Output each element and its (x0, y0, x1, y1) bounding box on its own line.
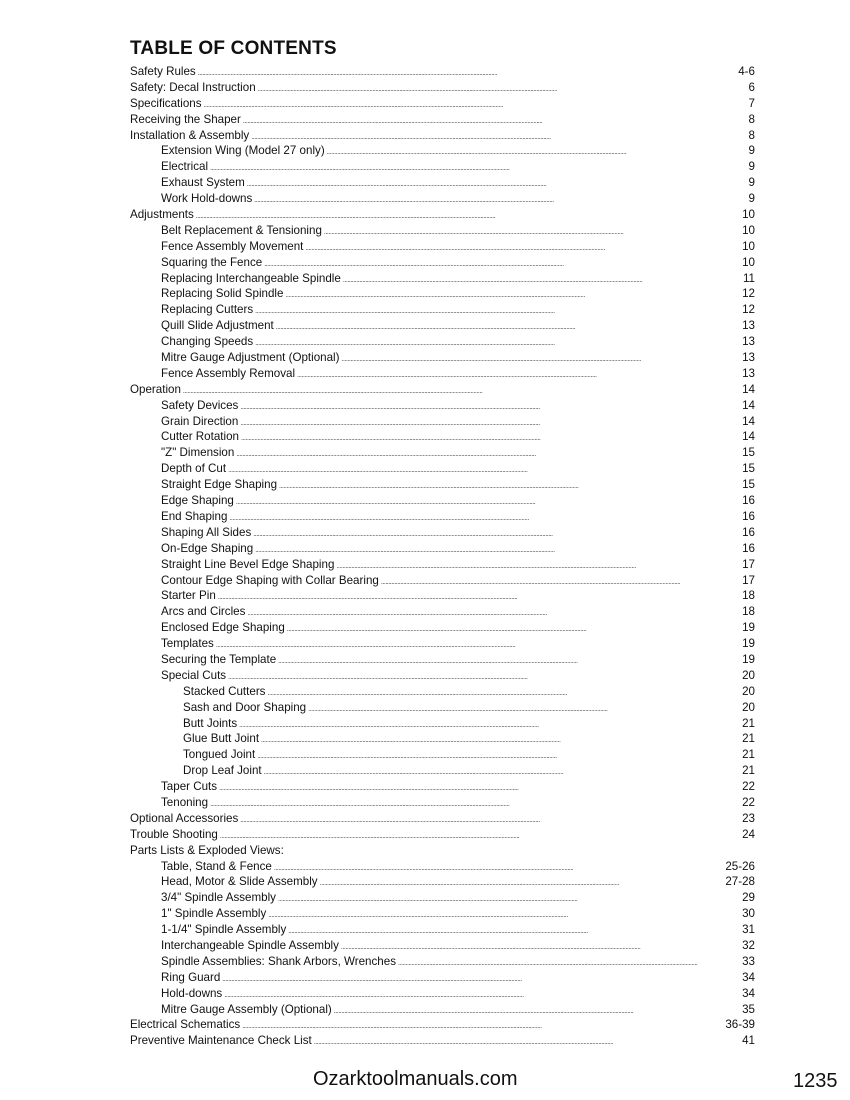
toc-entry-label: Operation (130, 382, 181, 396)
toc-entry (130, 668, 755, 684)
toc-entry (130, 191, 755, 207)
toc-entry-label: 1" Spindle Assembly (161, 907, 267, 921)
toc-entry-label: Ring Guard (161, 970, 221, 984)
toc-entry (130, 652, 755, 668)
toc-entry (130, 763, 755, 779)
toc-entry-label: Shaping All Sides (161, 525, 252, 539)
toc-entry-label: Fence Assembly Removal (161, 366, 296, 380)
toc-entry-label: Hold-downs (161, 986, 223, 1000)
toc-entry-label: Safety Rules (130, 65, 196, 78)
toc-entry (130, 843, 755, 859)
toc-entry (130, 573, 755, 589)
footer-page-number: 1235 (793, 1070, 838, 1092)
toc-entry (130, 112, 755, 128)
toc-entry (130, 700, 755, 716)
toc-entry-page: 13 (742, 319, 755, 333)
toc-entry-page: 8 (748, 128, 755, 142)
toc-entry (130, 636, 755, 652)
toc-entry (130, 143, 755, 159)
toc-entry (130, 334, 755, 350)
toc-entry (130, 557, 755, 573)
toc-entry (130, 64, 755, 80)
toc-entry (130, 350, 755, 366)
toc-entry-page: 14 (742, 430, 755, 444)
toc-entry-label: Safety: Decal Instruction (130, 80, 256, 94)
toc-entry-page: 34 (742, 970, 755, 984)
toc-entry-label: Trouble Shooting (130, 827, 218, 841)
toc-entry (130, 366, 755, 382)
toc-entry-label: Depth of Cut (161, 462, 227, 476)
toc-entry-label: Changing Speeds (161, 335, 254, 349)
toc-entry-label: Safety Devices (161, 398, 239, 412)
toc-entry-label: Stacked Cutters (183, 684, 266, 698)
toc-entry-page: 10 (742, 255, 755, 269)
toc-entry-label: On-Edge Shaping (161, 541, 254, 555)
toc-entry-page: 16 (742, 509, 755, 523)
toc-entry-page: 29 (742, 891, 755, 905)
toc-entry-label: Templates (161, 637, 214, 651)
toc-entry-page: 30 (742, 907, 755, 921)
toc-entry-label: Fence Assembly Movement (161, 239, 304, 253)
toc-entry-page: 9 (748, 144, 755, 158)
toc-entry-page: 27-28 (725, 875, 755, 889)
toc-entry-label: Butt Joints (183, 716, 238, 730)
toc-entry-page: 13 (742, 351, 755, 365)
toc-entry (130, 509, 755, 525)
toc-entry (130, 223, 755, 239)
toc-entry-page: 20 (742, 684, 755, 698)
toc-entry (130, 731, 755, 747)
toc-entry (130, 747, 755, 763)
table-of-contents (130, 64, 755, 1049)
toc-entry-page: 32 (742, 938, 755, 952)
toc-entry (130, 382, 755, 398)
toc-entry (130, 859, 755, 875)
toc-entry-label: Belt Replacement & Tensioning (161, 223, 322, 237)
toc-entry-page: 11 (742, 271, 755, 285)
toc-entry (130, 477, 755, 493)
toc-entry-page: 23 (742, 811, 755, 825)
toc-entry-page: 36-39 (725, 1018, 755, 1032)
toc-entry-page: 8 (748, 112, 755, 126)
toc-entry (130, 684, 755, 700)
toc-entry-label: 1-1/4" Spindle Assembly (161, 923, 287, 937)
toc-entry-label: Work Hold-downs (161, 192, 253, 206)
toc-entry (130, 1017, 755, 1033)
toc-entry-page: 10 (742, 239, 755, 253)
toc-entry-page: 22 (742, 780, 755, 794)
toc-entry-label: Optional Accessories (130, 811, 239, 825)
toc-entry (130, 96, 755, 112)
toc-entry-page: 33 (742, 954, 755, 968)
toc-entry (130, 239, 755, 255)
toc-entry (130, 207, 755, 223)
toc-entry-page: 19 (742, 652, 755, 666)
toc-entry (130, 716, 755, 732)
toc-entry-label: Sash and Door Shaping (183, 700, 307, 714)
toc-entry-label: Quill Slide Adjustment (161, 319, 274, 333)
toc-entry-label: Starter Pin (161, 589, 216, 603)
toc-entry-page: 16 (742, 525, 755, 539)
toc-entry-page: 6 (748, 80, 755, 94)
toc-entry (130, 398, 755, 414)
toc-entry (130, 302, 755, 318)
toc-entry (130, 986, 755, 1002)
toc-entry-label: Replacing Interchangeable Spindle (161, 271, 341, 285)
toc-entry-page: 35 (742, 1002, 755, 1016)
toc-entry-page: 21 (742, 732, 755, 746)
toc-entry (130, 795, 755, 811)
toc-entry-page: 13 (742, 366, 755, 380)
dot-leader (220, 827, 740, 845)
toc-entry (130, 175, 755, 191)
toc-entry-label: Grain Direction (161, 414, 239, 428)
toc-entry (130, 445, 755, 461)
toc-entry-page: 9 (748, 176, 755, 190)
toc-entry-label: Exhaust System (161, 176, 245, 190)
toc-entry (130, 429, 755, 445)
toc-entry (130, 286, 755, 302)
toc-entry-label: Tenoning (161, 795, 209, 809)
toc-entry-page: 10 (742, 208, 755, 222)
toc-entry-label: Edge Shaping (161, 494, 234, 508)
toc-entry-page: 15 (742, 462, 755, 476)
toc-entry (130, 620, 755, 636)
toc-entry-page: 17 (742, 573, 755, 587)
toc-entry-label: Squaring the Fence (161, 255, 263, 269)
toc-entry-page: 22 (742, 795, 755, 809)
toc-entry-label: Glue Butt Joint (183, 732, 260, 746)
toc-entry-label: Securing the Template (161, 652, 277, 666)
toc-entry-label: Special Cuts (161, 668, 227, 682)
toc-entry (130, 827, 755, 843)
toc-entry (130, 271, 755, 287)
toc-entry-page: 14 (742, 382, 755, 396)
toc-entry-page: 9 (748, 160, 755, 174)
toc-entry (130, 938, 755, 954)
toc-entry-page: 34 (742, 986, 755, 1000)
toc-entry (130, 414, 755, 430)
toc-entry-label: Installation & Assembly (130, 128, 250, 142)
toc-entry-label: End Shaping (161, 509, 228, 523)
dot-leader (314, 1033, 740, 1051)
toc-entry (130, 493, 755, 509)
footer-site-name: Ozarktoolmanuals.com (313, 1068, 518, 1090)
toc-entry-page: 31 (742, 923, 755, 937)
toc-entry-label: Interchangeable Spindle Assembly (161, 938, 339, 952)
toc-entry-page: 19 (742, 637, 755, 651)
toc-entry-page: 21 (742, 764, 755, 778)
toc-entry-page: 19 (742, 621, 755, 635)
toc-entry-page: 21 (742, 748, 755, 762)
toc-entry-label: Contour Edge Shaping with Collar Bearing (161, 573, 379, 587)
toc-entry-page: 14 (742, 398, 755, 412)
toc-entry (130, 80, 755, 96)
toc-entry (130, 1033, 755, 1049)
toc-entry-label: Preventive Maintenance Check List (130, 1034, 312, 1048)
toc-entry-page: 12 (742, 303, 755, 317)
toc-entry-label: Arcs and Circles (161, 605, 246, 619)
toc-entry-label: Mitre Gauge Adjustment (Optional) (161, 351, 340, 365)
toc-entry-page: 4-6 (738, 65, 755, 78)
toc-entry-page: 25-26 (725, 859, 755, 873)
toc-entry (130, 128, 755, 144)
toc-entry-page: 17 (742, 557, 755, 571)
toc-entry-label: Straight Line Bevel Edge Shaping (161, 557, 335, 571)
toc-entry-page: 24 (742, 827, 755, 841)
toc-entry-label: Specifications (130, 96, 202, 110)
toc-entry (130, 604, 755, 620)
toc-entry-page: 20 (742, 668, 755, 682)
toc-entry-label: Enclosed Edge Shaping (161, 621, 285, 635)
toc-entry-page: 18 (742, 589, 755, 603)
toc-entry-page: 20 (742, 700, 755, 714)
toc-entry-page: 18 (742, 605, 755, 619)
toc-entry-label: Spindle Assemblies: Shank Arbors, Wrenches (161, 954, 396, 968)
toc-entry-label: Electrical (161, 160, 209, 174)
toc-entry (130, 890, 755, 906)
toc-entry-label: Head, Motor & Slide Assembly (161, 875, 318, 889)
toc-entry (130, 906, 755, 922)
toc-entry-page: 21 (742, 716, 755, 730)
toc-entry-page: 15 (742, 446, 755, 460)
toc-entry-page: 16 (742, 494, 755, 508)
toc-entry (130, 811, 755, 827)
toc-entry (130, 922, 755, 938)
toc-entry-label: Extension Wing (Model 27 only) (161, 144, 325, 158)
toc-entry-page: 13 (742, 335, 755, 349)
toc-entry (130, 159, 755, 175)
toc-entry-page: 14 (742, 414, 755, 428)
toc-entry-label: Adjustments (130, 208, 194, 222)
toc-entry (130, 541, 755, 557)
toc-entry-label: Drop Leaf Joint (183, 764, 262, 778)
toc-entry-label: Electrical Schematics (130, 1018, 241, 1032)
toc-entry-label: 3/4" Spindle Assembly (161, 891, 276, 905)
toc-entry (130, 954, 755, 970)
toc-entry-label: Cutter Rotation (161, 430, 239, 444)
toc-entry (130, 588, 755, 604)
toc-entry-label: Taper Cuts (161, 780, 218, 794)
toc-entry-label: Receiving the Shaper (130, 112, 241, 126)
toc-entry (130, 874, 755, 890)
toc-entry (130, 1002, 755, 1018)
toc-entry (130, 970, 755, 986)
toc-entry (130, 779, 755, 795)
page-title: TABLE OF CONTENTS (130, 38, 337, 59)
toc-entry-label: Tongued Joint (183, 748, 256, 762)
toc-entry-page: 15 (742, 478, 755, 492)
toc-entry-label: Replacing Cutters (161, 303, 254, 317)
toc-entry-page: 41 (742, 1034, 755, 1048)
toc-entry (130, 525, 755, 541)
toc-entry-label: Parts Lists & Exploded Views: (130, 843, 284, 857)
toc-entry-label: Replacing Solid Spindle (161, 287, 284, 301)
toc-entry-page: 9 (748, 192, 755, 206)
toc-entry (130, 461, 755, 477)
toc-entry (130, 255, 755, 271)
toc-entry-page: 16 (742, 541, 755, 555)
toc-entry-page: 7 (748, 96, 755, 110)
toc-entry (130, 318, 755, 334)
toc-entry-label: Straight Edge Shaping (161, 478, 278, 492)
toc-entry-label: Mitre Gauge Assembly (Optional) (161, 1002, 332, 1016)
toc-entry-label: "Z" Dimension (161, 446, 235, 460)
toc-entry-page: 10 (742, 223, 755, 237)
toc-entry-label: Table, Stand & Fence (161, 859, 272, 873)
toc-entry-page: 12 (742, 287, 755, 301)
